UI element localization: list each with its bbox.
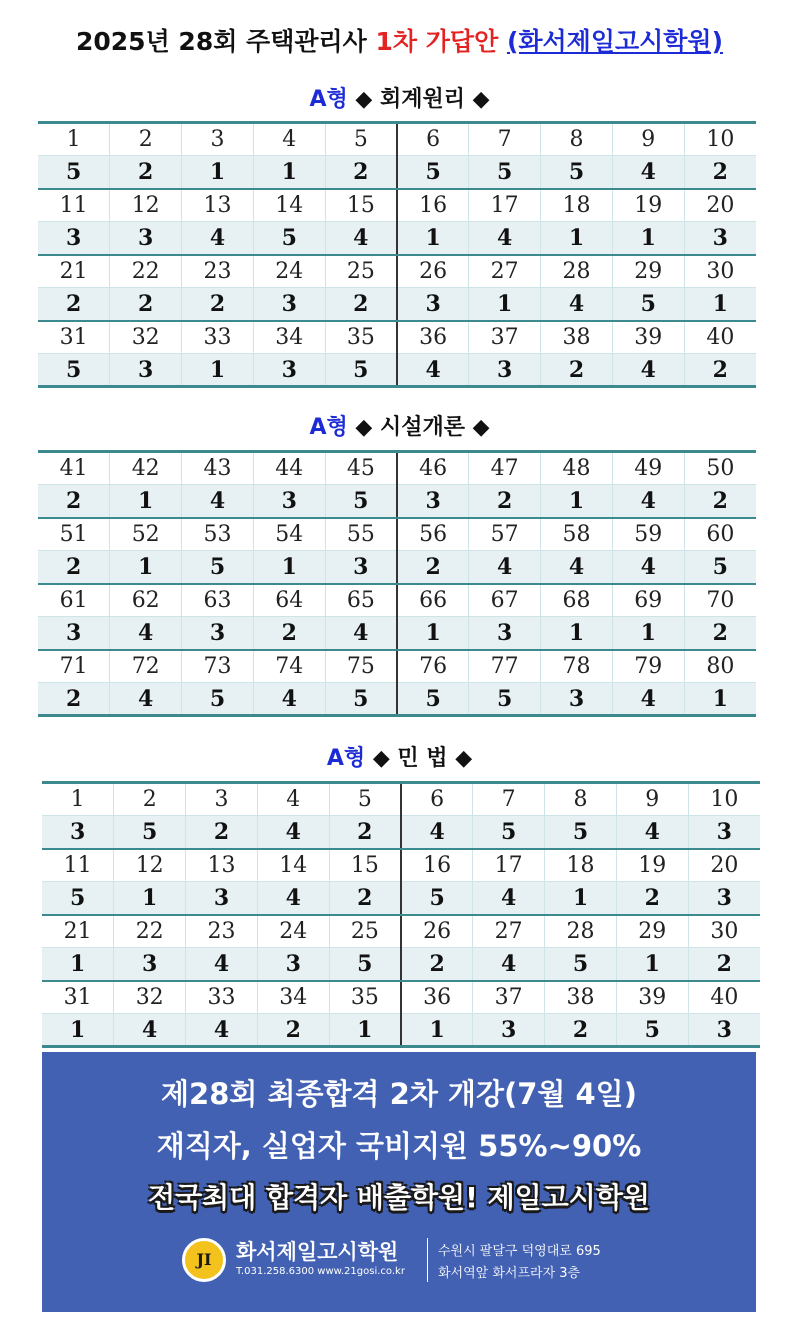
question-number-cell: 6: [397, 123, 469, 156]
question-number-cell: 65: [325, 584, 397, 617]
question-number-cell: 39: [616, 981, 688, 1014]
question-number-cell: 77: [469, 650, 541, 683]
question-number-cell: 25: [329, 915, 401, 948]
question-number-cell: 19: [612, 189, 684, 222]
question-number-cell: 24: [253, 255, 325, 288]
title-academy-link[interactable]: (화서제일고시학원): [506, 27, 724, 56]
question-number-cell: 30: [688, 915, 760, 948]
answer-row: [38, 288, 756, 321]
answer-cell: 3: [473, 1014, 545, 1047]
answer-cell: 1: [182, 156, 254, 189]
question-number-cell: 47: [469, 452, 541, 485]
answer-cell: 4: [325, 222, 397, 255]
question-number-cell: 7: [473, 783, 545, 816]
answer-cell: 5: [469, 156, 541, 189]
question-number-cell: 40: [688, 981, 760, 1014]
question-number-cell: 3: [186, 783, 258, 816]
answer-cell: 1: [616, 948, 688, 981]
question-number-cell: 38: [541, 321, 613, 354]
question-number-cell: 45: [325, 452, 397, 485]
question-number-cell: 20: [684, 189, 756, 222]
question-number-cell: 17: [469, 189, 541, 222]
question-number-cell: 28: [545, 915, 617, 948]
banner-line-1: 제28회 최종합격 2차 개강(7월 4일): [161, 1077, 637, 1111]
answer-cell: 2: [38, 485, 110, 518]
question-number-cell: 19: [616, 849, 688, 882]
answer-cell: 4: [397, 354, 469, 387]
answer-cell: 1: [401, 1014, 473, 1047]
question-number-cell: 36: [397, 321, 469, 354]
answer-cell: 2: [186, 816, 258, 849]
answer-cell: 4: [114, 1014, 186, 1047]
answer-cell: 5: [541, 156, 613, 189]
question-number-cell: 33: [186, 981, 258, 1014]
answer-table-accounting: [38, 121, 756, 388]
address-line-1: 수원시 팔달구 덕영대로 695: [438, 1244, 601, 1259]
answer-row: [38, 683, 756, 716]
question-number-cell: 56: [397, 518, 469, 551]
question-number-cell: 12: [110, 189, 182, 222]
answer-cell: 3: [253, 288, 325, 321]
answer-row: [38, 222, 756, 255]
question-number-cell: 11: [38, 189, 110, 222]
academy-name: 화서제일고시학원: [236, 1240, 399, 1264]
answer-cell: 4: [612, 485, 684, 518]
answer-cell: 3: [688, 882, 760, 915]
question-number-cell: 78: [541, 650, 613, 683]
question-number-cell: 36: [401, 981, 473, 1014]
question-number-cell: 9: [616, 783, 688, 816]
question-number-cell: 8: [541, 123, 613, 156]
question-number-cell: 37: [469, 321, 541, 354]
question-number-cell: 58: [541, 518, 613, 551]
question-number-row: [38, 321, 756, 354]
promo-banner[interactable]: [42, 1052, 756, 1312]
answer-row: [42, 1014, 760, 1047]
answer-row: [38, 551, 756, 584]
question-number-cell: 7: [469, 123, 541, 156]
answer-cell: 2: [688, 948, 760, 981]
section-title-facilities: [0, 410, 799, 444]
question-number-cell: 61: [38, 584, 110, 617]
question-number-cell: 34: [253, 321, 325, 354]
answer-cell: 1: [110, 551, 182, 584]
question-number-cell: 27: [469, 255, 541, 288]
section-subject: ◆ 민 법 ◆: [372, 746, 473, 771]
question-number-cell: 2: [114, 783, 186, 816]
question-number-cell: 26: [401, 915, 473, 948]
answer-cell: 3: [253, 485, 325, 518]
answer-cell: 4: [473, 882, 545, 915]
section-type: A형: [309, 87, 348, 112]
answer-cell: 4: [253, 683, 325, 716]
answer-cell: 4: [541, 551, 613, 584]
answer-cell: 3: [469, 354, 541, 387]
answer-cell: 1: [114, 882, 186, 915]
question-number-cell: 31: [42, 981, 114, 1014]
question-number-cell: 59: [612, 518, 684, 551]
section-type: A형: [326, 746, 366, 771]
answer-cell: 5: [616, 1014, 688, 1047]
question-number-cell: 44: [253, 452, 325, 485]
answer-row: [38, 354, 756, 387]
question-number-cell: 25: [325, 255, 397, 288]
question-number-cell: 29: [616, 915, 688, 948]
question-number-cell: 22: [110, 255, 182, 288]
answer-cell: 3: [110, 354, 182, 387]
question-number-cell: 11: [42, 849, 114, 882]
answer-cell: 4: [257, 816, 329, 849]
answer-cell: 4: [186, 1014, 258, 1047]
answer-cell: 4: [612, 551, 684, 584]
question-number-cell: 43: [182, 452, 254, 485]
answer-cell: 3: [114, 948, 186, 981]
question-number-cell: 80: [684, 650, 756, 683]
question-number-cell: 6: [401, 783, 473, 816]
answer-cell: 1: [541, 485, 613, 518]
answer-cell: 1: [397, 222, 469, 255]
question-number-cell: 53: [182, 518, 254, 551]
question-number-cell: 38: [545, 981, 617, 1014]
answer-row: [42, 816, 760, 849]
answer-cell: 5: [325, 485, 397, 518]
answer-cell: 2: [325, 288, 397, 321]
answer-cell: 5: [473, 816, 545, 849]
question-number-cell: 20: [688, 849, 760, 882]
answer-cell: 3: [38, 617, 110, 650]
answer-cell: 4: [473, 948, 545, 981]
question-number-cell: 72: [110, 650, 182, 683]
answer-cell: 3: [397, 288, 469, 321]
question-number-cell: 26: [397, 255, 469, 288]
answer-cell: 5: [612, 288, 684, 321]
answer-cell: 1: [545, 882, 617, 915]
question-number-cell: 46: [397, 452, 469, 485]
answer-cell: 3: [253, 354, 325, 387]
question-number-cell: 17: [473, 849, 545, 882]
question-number-cell: 42: [110, 452, 182, 485]
answer-cell: 2: [38, 288, 110, 321]
question-number-cell: 23: [182, 255, 254, 288]
answer-cell: 2: [684, 485, 756, 518]
answer-table-civil-law: [42, 781, 760, 1048]
section-title-accounting: [0, 82, 799, 116]
answer-cell: 5: [329, 948, 401, 981]
answer-cell: 2: [329, 816, 401, 849]
question-number-cell: 5: [329, 783, 401, 816]
answer-cell: 5: [397, 156, 469, 189]
answer-cell: 1: [253, 156, 325, 189]
question-number-cell: 73: [182, 650, 254, 683]
banner-divider: [427, 1238, 428, 1282]
answer-cell: 1: [397, 617, 469, 650]
question-number-cell: 67: [469, 584, 541, 617]
answer-cell: 4: [612, 354, 684, 387]
answer-cell: 1: [182, 354, 254, 387]
answer-cell: 3: [688, 816, 760, 849]
answer-cell: 1: [42, 1014, 114, 1047]
question-number-cell: 18: [541, 189, 613, 222]
question-number-cell: 52: [110, 518, 182, 551]
question-number-cell: 13: [182, 189, 254, 222]
question-number-cell: 10: [684, 123, 756, 156]
answer-cell: 2: [182, 288, 254, 321]
answer-cell: 5: [38, 156, 110, 189]
answer-cell: 4: [182, 222, 254, 255]
answer-row: [38, 156, 756, 189]
answer-cell: 1: [612, 617, 684, 650]
answer-cell: 2: [253, 617, 325, 650]
question-number-cell: 49: [612, 452, 684, 485]
question-number-cell: 16: [397, 189, 469, 222]
question-number-cell: 13: [186, 849, 258, 882]
page-title: [0, 22, 799, 62]
academy-logo-icon: JI: [182, 1238, 226, 1282]
answer-cell: 4: [469, 222, 541, 255]
answer-cell: 5: [684, 551, 756, 584]
question-number-cell: 57: [469, 518, 541, 551]
answer-cell: 3: [38, 222, 110, 255]
answer-cell: 2: [110, 288, 182, 321]
question-number-cell: 5: [325, 123, 397, 156]
question-number-cell: 55: [325, 518, 397, 551]
question-number-cell: 27: [473, 915, 545, 948]
answer-cell: 1: [253, 551, 325, 584]
question-number-cell: 63: [182, 584, 254, 617]
answer-cell: 3: [469, 617, 541, 650]
question-number-cell: 4: [257, 783, 329, 816]
question-number-row: [38, 452, 756, 485]
answer-cell: 2: [38, 683, 110, 716]
answer-cell: 1: [42, 948, 114, 981]
answer-cell: 4: [325, 617, 397, 650]
title-prefix: 2025년 28회 주택관리사: [75, 27, 376, 56]
section-subject: ◆ 시설개론 ◆: [355, 415, 490, 440]
question-number-cell: 34: [257, 981, 329, 1014]
question-number-cell: 35: [325, 321, 397, 354]
section-type: A형: [309, 415, 348, 440]
answer-row: [42, 882, 760, 915]
answer-cell: 3: [541, 683, 613, 716]
question-number-cell: 60: [684, 518, 756, 551]
question-number-cell: 21: [38, 255, 110, 288]
answer-cell: 2: [257, 1014, 329, 1047]
question-number-cell: 1: [42, 783, 114, 816]
question-number-cell: 51: [38, 518, 110, 551]
answer-cell: 4: [612, 683, 684, 716]
answer-cell: 3: [325, 551, 397, 584]
question-number-cell: 2: [110, 123, 182, 156]
answer-cell: 2: [545, 1014, 617, 1047]
academy-contact: T.031.258.6300 www.21gosi.co.kr: [236, 1266, 405, 1277]
question-number-cell: 8: [545, 783, 617, 816]
answer-cell: 2: [329, 882, 401, 915]
answer-cell: 2: [397, 551, 469, 584]
answer-cell: 5: [182, 551, 254, 584]
question-number-row: [42, 783, 760, 816]
question-number-cell: 1: [38, 123, 110, 156]
answer-cell: 2: [684, 617, 756, 650]
answer-cell: 5: [545, 948, 617, 981]
address-line-2: 화서역앞 화서프라자 3층: [438, 1266, 581, 1281]
banner-line-3: 전국최대 합격자 배출학원! 제일고시학원: [148, 1181, 650, 1214]
question-number-cell: 29: [612, 255, 684, 288]
question-number-cell: 30: [684, 255, 756, 288]
answer-cell: 1: [684, 683, 756, 716]
question-number-cell: 48: [541, 452, 613, 485]
answer-cell: 4: [110, 683, 182, 716]
answer-cell: 4: [616, 816, 688, 849]
question-number-row: [38, 518, 756, 551]
answer-cell: 4: [186, 948, 258, 981]
answer-cell: 4: [182, 485, 254, 518]
answer-cell: 5: [325, 683, 397, 716]
answer-cell: 4: [612, 156, 684, 189]
answer-cell: 5: [42, 882, 114, 915]
answer-cell: 2: [616, 882, 688, 915]
answer-cell: 3: [397, 485, 469, 518]
question-number-row: [38, 123, 756, 156]
question-number-row: [38, 189, 756, 222]
answer-row: [42, 948, 760, 981]
question-number-cell: 21: [42, 915, 114, 948]
answer-cell: 3: [182, 617, 254, 650]
question-number-row: [38, 584, 756, 617]
answer-cell: 2: [38, 551, 110, 584]
answer-cell: 2: [469, 485, 541, 518]
answer-cell: 1: [110, 485, 182, 518]
answer-cell: 4: [401, 816, 473, 849]
question-number-cell: 66: [397, 584, 469, 617]
answer-cell: 5: [469, 683, 541, 716]
answer-cell: 5: [401, 882, 473, 915]
answer-cell: 5: [182, 683, 254, 716]
question-number-cell: 76: [397, 650, 469, 683]
answer-cell: 1: [541, 617, 613, 650]
question-number-cell: 9: [612, 123, 684, 156]
answer-cell: 5: [253, 222, 325, 255]
question-number-cell: 62: [110, 584, 182, 617]
question-number-cell: 74: [253, 650, 325, 683]
question-number-cell: 50: [684, 452, 756, 485]
answer-cell: 2: [401, 948, 473, 981]
answer-cell: 5: [114, 816, 186, 849]
answer-cell: 3: [688, 1014, 760, 1047]
answer-cell: 1: [684, 288, 756, 321]
question-number-cell: 54: [253, 518, 325, 551]
banner-line-2: 재직자, 실업자 국비지원 55%~90%: [156, 1129, 642, 1163]
question-number-cell: 31: [38, 321, 110, 354]
answer-cell: 4: [541, 288, 613, 321]
question-number-cell: 64: [253, 584, 325, 617]
question-number-cell: 14: [257, 849, 329, 882]
question-number-cell: 3: [182, 123, 254, 156]
answer-cell: 1: [541, 222, 613, 255]
question-number-cell: 32: [114, 981, 186, 1014]
question-number-cell: 14: [253, 189, 325, 222]
answer-cell: 5: [545, 816, 617, 849]
answer-cell: 2: [325, 156, 397, 189]
question-number-row: [42, 849, 760, 882]
question-number-cell: 12: [114, 849, 186, 882]
answer-cell: 3: [110, 222, 182, 255]
answer-table-facilities: [38, 450, 756, 717]
answer-cell: 2: [684, 156, 756, 189]
answer-cell: 2: [110, 156, 182, 189]
question-number-cell: 23: [186, 915, 258, 948]
question-number-cell: 37: [473, 981, 545, 1014]
question-number-cell: 10: [688, 783, 760, 816]
answer-cell: 5: [325, 354, 397, 387]
answer-cell: 4: [257, 882, 329, 915]
question-number-cell: 39: [612, 321, 684, 354]
answer-cell: 1: [469, 288, 541, 321]
answer-cell: 2: [541, 354, 613, 387]
question-number-cell: 4: [253, 123, 325, 156]
question-number-cell: 75: [325, 650, 397, 683]
question-number-cell: 28: [541, 255, 613, 288]
question-number-cell: 33: [182, 321, 254, 354]
answer-cell: 4: [110, 617, 182, 650]
question-number-cell: 22: [114, 915, 186, 948]
question-number-cell: 71: [38, 650, 110, 683]
question-number-cell: 68: [541, 584, 613, 617]
question-number-row: [42, 981, 760, 1014]
question-number-cell: 15: [329, 849, 401, 882]
answer-cell: 5: [397, 683, 469, 716]
question-number-cell: 15: [325, 189, 397, 222]
question-number-cell: 41: [38, 452, 110, 485]
section-subject: ◆ 회계원리 ◆: [355, 87, 490, 112]
question-number-cell: 35: [329, 981, 401, 1014]
question-number-row: [38, 650, 756, 683]
question-number-cell: 16: [401, 849, 473, 882]
answer-cell: 2: [684, 354, 756, 387]
question-number-cell: 18: [545, 849, 617, 882]
answer-cell: 1: [329, 1014, 401, 1047]
answer-cell: 1: [612, 222, 684, 255]
answer-cell: 3: [42, 816, 114, 849]
question-number-row: [38, 255, 756, 288]
answer-row: [38, 485, 756, 518]
question-number-cell: 40: [684, 321, 756, 354]
section-title-civil-law: [0, 741, 799, 775]
answer-cell: 3: [257, 948, 329, 981]
answer-cell: 3: [186, 882, 258, 915]
answer-row: [38, 617, 756, 650]
title-highlight: 1차 가답안: [375, 27, 499, 56]
answer-cell: 3: [684, 222, 756, 255]
question-number-cell: 32: [110, 321, 182, 354]
question-number-cell: 79: [612, 650, 684, 683]
answer-cell: 4: [469, 551, 541, 584]
question-number-cell: 24: [257, 915, 329, 948]
question-number-cell: 69: [612, 584, 684, 617]
question-number-row: [42, 915, 760, 948]
answer-cell: 5: [38, 354, 110, 387]
question-number-cell: 70: [684, 584, 756, 617]
